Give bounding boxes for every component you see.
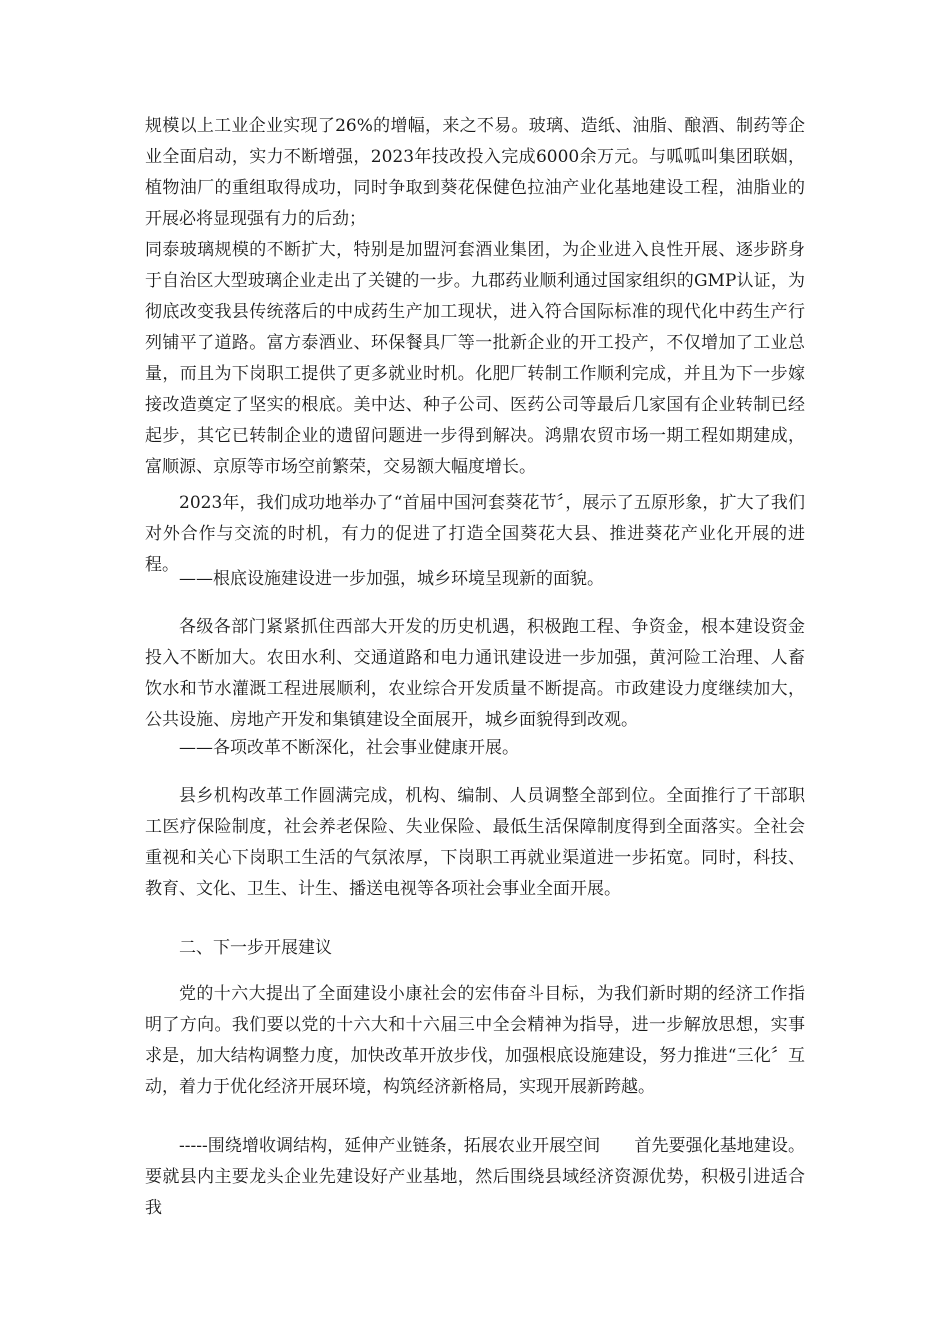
paragraph-sunflower-festival: 2023年，我们成功地举办了“首届中国河套葵花节〞，展示了五原形象，扩大了我们对外合作与交流的时机，有力的促进了打造全国葵花大县、推进葵花产业化开展的进程。: [145, 493, 805, 575]
heading-infrastructure: ——根底设施建设进一步加强，城乡环境呈现新的面貌。: [179, 569, 604, 589]
heading-reform-social: ——各项改革不断深化，社会事业健康开展。: [179, 738, 519, 758]
paragraph-sixteenth-congress: 党的十六大提出了全面建设小康社会的宏伟奋斗目标，为我们新时期的经济工作指明了方向。我们要以党的十六大和十六届三中全会精神为指导，进一步解放思想，实事求是，加大结构调整力度，加快改革开放步伐，加强根底设施建设，努力推进“三化〞互动，着力于优化经济开展环境，构筑经济新格局，实现开展新跨越。: [145, 984, 805, 1097]
paragraph-infrastructure: 各级各部门紧紧抓住西部大开发的历史机遇，积极跑工程、争资金，根本建设资金投入不断加大。农田水利、交通道路和电力通讯建设进一步加强，黄河险工治理、人畜饮水和节水灌溉工程进展顺利，农业综合开发质量不断提高。市政建设力度继续加大，公共设施、房地产开发和集镇建设全面展开，城乡面貌得到改观。: [145, 617, 805, 730]
paragraph-reform-social: 县乡机构改革工作圆满完成，机构、编制、人员调整全部到位。全面推行了干部职工医疗保险制度，社会养老保险、失业保险、最低生活保障制度得到全面落实。全社会重视和关心下岗职工生活的气氛浓厚，下岗职工再就业渠道进一步拓宽。同时，科技、教育、文化、卫生、计生、播送电视等各项社会事业全面开展。: [145, 786, 805, 899]
paragraph-agriculture-structure: -----围绕增收调结构，延伸产业链条，拓展农业开展空间 首先要强化基地建设。要就县内主要龙头企业先建设好产业基地，然后围绕县域经济资源优势，积极引进适合我: [145, 1136, 805, 1218]
section-heading-next-steps: 二、下一步开展建议: [179, 938, 332, 958]
paragraph-enterprise-reform: 同泰玻璃规模的不断扩大，特别是加盟河套酒业集团，为企业进入良性开展、逐步跻身于自治区大型玻璃企业走出了关键的一步。九郡药业顺利通过国家组织的GMP认证，为彻底改变我县传统落后的中成药生产加工现状，进入符合国际标准的现代化中药生产行列铺平了道路。富方泰酒业、环保餐具厂等一批新企业的开工投产，不仅增加了工业总量，而且为下岗职工提供了更多就业时机。化肥厂转制工作顺利完成，并且为下一步嫁接改造奠定了坚实的根底。美中达、种子公司、医药公司等最后几家国有企业转制已经起步，其它已转制企业的遗留问题进一步得到解决。鸿鼎农贸市场一期工程如期建成，富顺源、京原等市场空前繁荣，交易额大幅度增长。: [145, 240, 805, 477]
paragraph-industry-growth: 规模以上工业企业实现了26%的增幅，来之不易。玻璃、造纸、油脂、酿酒、制药等企业全面启动，实力不断增强，2023年技改投入完成6000余万元。与呱呱叫集团联姻，植物油厂的重组取得成功，同时争取到葵花保健色拉油产业化基地建设工程，油脂业的开展必将显现强有力的后劲；: [145, 116, 805, 229]
